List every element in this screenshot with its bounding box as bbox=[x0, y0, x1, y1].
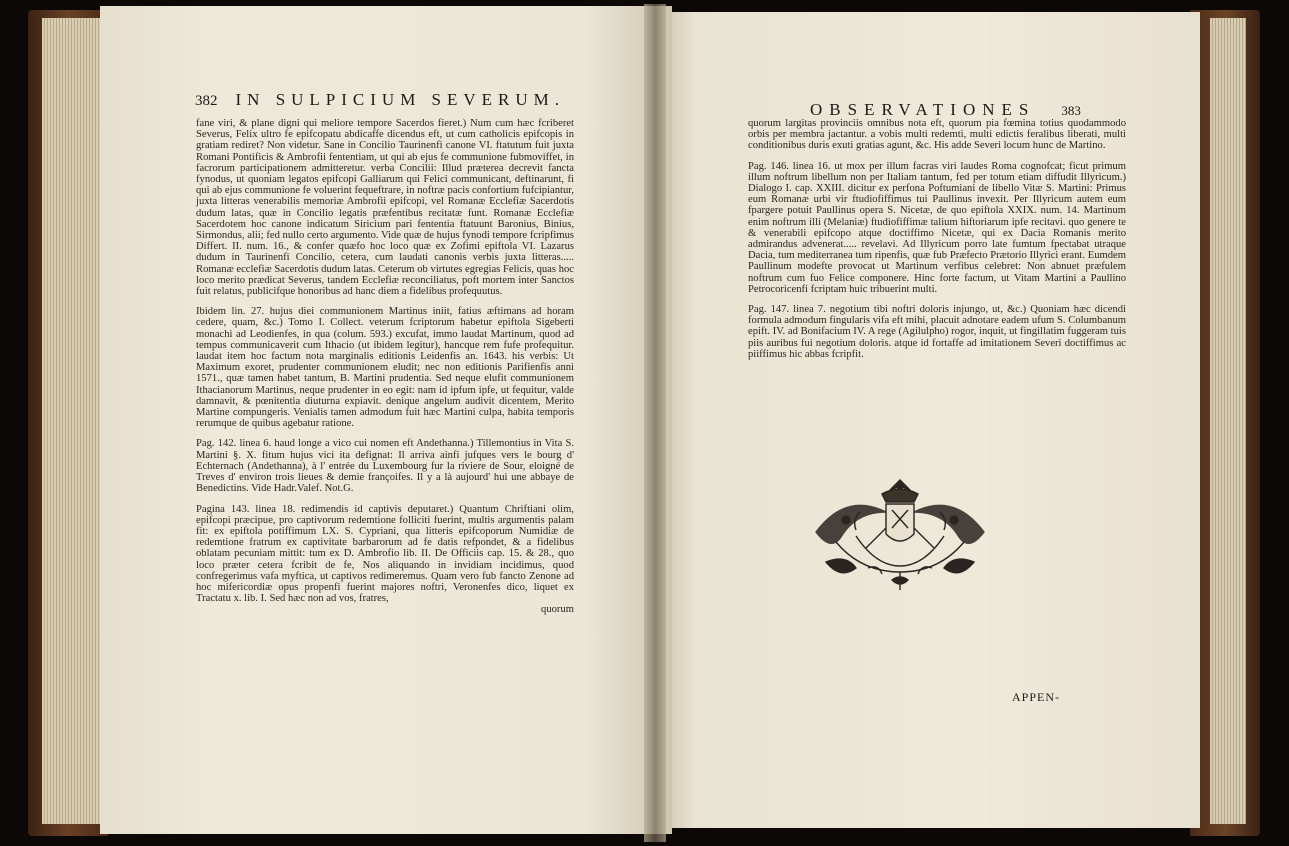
right-running-title: OBSERVATIONES bbox=[810, 100, 1036, 119]
page-edges-right bbox=[1210, 18, 1246, 824]
left-paragraph-3: Pag. 142. linea 6. haud longe a vico cui nomen eft Andethanna.) Tillemontius in Vita S. Martini §. X. fitum hujus vici ita defignat: Il arriva ainfi jufques vers le bourg d' Echternach (Andethanna), à l' entrée du Luxembourg fur la riviere de Sour, eloigné de Treves d' environ trois lieues & demie françoifes. Il y a là aujourd' hui une abbaye de Benedictins. Vide Hadr.Valef. Not.G. bbox=[196, 438, 574, 495]
right-catchword: APPEN- bbox=[1012, 690, 1061, 704]
left-page-number: 382 bbox=[195, 93, 218, 109]
book-gutter bbox=[644, 4, 666, 842]
left-paragraph-1: fane viri, & plane digni qui meliore tempore Sacerdos fieret.) Num cum hæc fcriberet Severus, Felix ultro fe epifcopatu abdicaffe dicendus eft, ut cum catholicis epifcopis in gratiam rediret? Non videtur. Sane in Concilio Taurinenfi canone VI. ftatutum fuit juxta Romani Pontificis & Ambrofii fententiam, ut qui ab ejus fe communione fubmoviffet, in facrorum participationem admitteretur. verba Concilii: Illud præterea decrevit fancta fynodus, ut quoniam legatos epifcopi Galliarum qui Felici communicant, deftinarunt, fi qui ab ejus communione fe voluerint fequeftrare, in noftræ pacis confortium fufcipiantur, juxta litteras venerabilis memoriæ Ambrofii epifcopi, vel Romanæ Ecclefiæ Sacerdotis dudum latas, quæ in Concilio legatis præfentibus recitatæ funt. Romanæ Ecclefiæ Sacerdotem hoc canone indicatum Siricium pari fententia ftatuunt Baronius, Binius, Sirmondus, alii; fed nullo certo argumento. Vide quæ de hujus fynodi tempore fcripfimus Differt. II. num. 16., & confer quæfo hoc loco quæ ex Zofimi epiftola VI. Lazarus dudum in Taurinenfi Concilio, cetera, cum laudati canonis verbis juxta litteras..... Romanæ ecclefiæ Sacerdotis dudum latas. Ceterum ob virtutes egregias Felicis, quas hoc loco merito prædicat Severus, tandem Ecclefiæ reconciliatus, poft mortem inter Sanctos fuit relatus, publicifque honoribus ad hanc diem a fidelibus profequutus. bbox=[196, 118, 574, 298]
left-running-title: IN SULPICIUM SEVERUM. bbox=[235, 90, 566, 109]
left-paragraph-4: Pagina 143. linea 18. redimendis id captivis deputaret.) Quantum Chriftiani olim, epifcopi præcipue, pro captivorum redemtione folliciti fuerint, multis argumentis palam fit: ex epiftola potiffimum LX. S. Cypriani, qua litteris epifcoporum Numidiæ de redemtione fratrum ex captivitate barbarorum ad fe datis refpondet, & a fidelibus oblatam pecuniam mittit: tum ex D. Ambrofio lib. II. De Officiis cap. 15. & 28., quo loco præter cetera fcribit de fe, Nos aliquando in invidiam incidimus, quod confregerimus vafa myftica, ut captivos redimeremus. Quam vero fub fancto Zenone ad hoc mifericordiæ opus propenfi fuerint majores noftri, Veronenfes dico, liquet ex Tractatu x. lib. I. Sed hæc non ad vos, fratres, bbox=[196, 503, 574, 605]
left-paragraph-2: Ibidem lin. 27. hujus diei communionem Martinus iniit, fatius æftimans ad horam cedere, quam, &c.) Tomo I. Collect. veterum fcriptorum habetur epiftola Sigeberti monachi ad Leodienfes, in qua (colum. 593.) excufat, immo laudat Martinum, quod ad tempus communicaverit cum Ithacio (ut ibidem legitur), hancque rem fufe profequitur. laudat item hoc factum nota marginalis editionis Leidenfis an. 1643. his verbis: Ut Maximum exoret, prudenter communionem eludit; nec non editionis Parifienfis anni 1571., quæ tamen habet tantum, B. Martini prudentia. Sed neque elufit communionem Ithacianorum Martinus, neque prudenter in eo egit: nam id ipfum ipfe, ut fequitur, valde damnavit, & pœnitentia diuturna expiavit. denique angelum audivit dicentem, Merito Martine compungeris. Venialis tamen admodum fuit hæc Martini culpa, habita temporis rerumque de quibus agebatur ratione. bbox=[196, 306, 574, 430]
right-paragraph-2: Pag. 146. linea 16. ut mox per illum facras viri laudes Roma cognofcat; ficut primum illum noftrum libellum non per Italiam tantum, fed per totum etiam diffudit Illyricum.) Dialogo I. cap. XXIII. dicitur ex perfona Poftumiani de libello Vitæ S. Martini: Primus eum Romanæ urbi vir ftudiofiffimus tui Paullinus invexit. Per Illyricum autem eum fpargere potuit Paullinus opera S. Nicetæ, de quo epiftola XXIX. num. 14. Martinum enim noftrum illi (Melaniæ) ftudiofiffimæ talium hiftoriarum ipfe recitavi. quo genere te & venerabili epifcopo atque doctiffimo Nicetæ, qui ex Dacia Romanis merito admirandus advenerat..... revelavi. Ad Illyricum porro late fumtum fpectabat utraque Dacia, tum mediterranea tum ripenfis, quæ fub Præfecto Prætorio Illyrici erant. Eumdem Paullinum modefte provocat ut Martinum verfibus celebret: Non abnuet præfulem noftrum cum fuo Felice componere. Hinc forte factum, ut Vitam Martini a Paullino Petrocoricenfi fcriptam huic tribuerint multi. bbox=[748, 160, 1126, 295]
crown-and-arms-vignette-icon bbox=[796, 472, 1004, 592]
left-catchword: quorum bbox=[541, 604, 574, 616]
right-text-column bbox=[748, 118, 1126, 369]
left-text-column bbox=[196, 118, 574, 616]
right-page-number: 383 bbox=[1061, 103, 1081, 118]
right-paragraph-1: quorum largitas provinciis omnibus nota eft, quorum pia fœmina totius quodammodo orbis per membra jactantur. a vobis multi redemti, multi edictis feralibus liberati, multi conditionibus duris exuti gratias agunt, &c. His adde Severi locum hunc de Martino. bbox=[748, 118, 1126, 152]
right-paragraph-3: Pag. 147. linea 7. negotium tibi noftri doloris injungo, ut, &c.) Quoniam hæc dicendi formula admodum fingularis vifa eft mihi, placuit adnotare eadem ufum S. Columbanum epift. IV. ad Bonifacium IV. A rege (Agilulpho) rogor, inquit, ut fingillatim fuggeram tuis piis auribus fui negotium doloris. atque id fortaffe ad imitationem Severi doctiffimus ac piiffimus hic abbas fcripfit. bbox=[748, 304, 1126, 360]
left-running-head bbox=[195, 90, 565, 110]
right-running-head bbox=[810, 100, 1081, 120]
